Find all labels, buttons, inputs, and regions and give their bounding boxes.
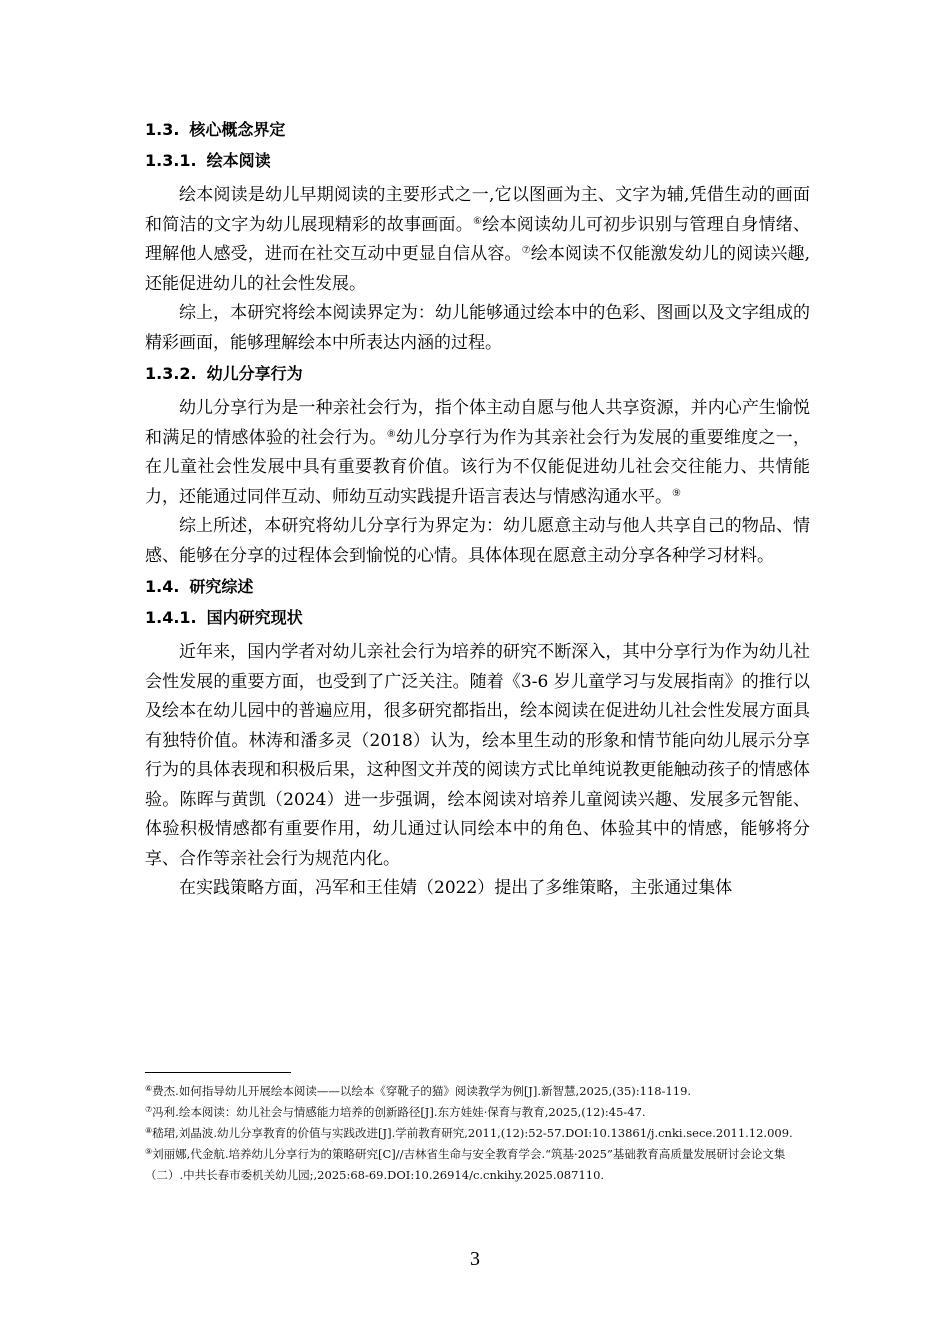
footnotes (145, 1081, 810, 1186)
footnote-text: 刘丽娜,代金航.培养幼儿分享行为的策略研究[C]//吉林省生命与安全教育学会.“筑基·2025”基础教育高质量发展研讨会论文集（二）.中共长春市委机关幼儿园;,2025:68-69.DOI:10.26914/c.cnkihy.2025.087110. (145, 1147, 786, 1182)
footnote-text: 冯利.绘本阅读：幼儿社会与情感能力培养的创新路径[J].东方娃娃·保育与教育,2025,(12):45-47. (152, 1105, 646, 1119)
footnote-text: 费杰.如何指导幼儿开展绘本阅读——以绘本《穿靴子的猫》阅读教学为例[J].新智慧,2025,(35):118-119. (152, 1084, 692, 1098)
paragraph-text: 绘本阅读是幼儿早期阅读的主要形式之一,它以图画为主、文字为辅,凭借生动的画面和简洁的文字为幼儿展现精彩的故事画面。 (145, 185, 810, 235)
section-number: 1.4. (145, 577, 180, 596)
body-text (145, 114, 810, 904)
heading-sharing-behavior (145, 358, 810, 389)
section-title: 核心概念界定 (189, 120, 286, 139)
paragraph-text: 绘本阅读幼儿可初步识别与管理自身情绪、理解他人感受，进而在社交互动中更显自信从容。 (145, 214, 811, 264)
page-number: 3 (470, 1248, 480, 1270)
footnote-marker[interactable]: ⑦ (521, 245, 531, 256)
footnote (145, 1081, 810, 1102)
footnote (145, 1102, 810, 1123)
heading-literature-review (145, 571, 810, 602)
paragraph-text: 幼儿分享行为作为其亲社会行为发展的重要维度之一，在儿童社会性发展中具有重要教育价值。该行为不仅能促进幼儿社会交往能力、共情能力，还能通过同伴互动、师幼互动实践提升语言表达与情感沟通水平。 (145, 427, 811, 507)
heading-core-concepts (145, 114, 810, 145)
footnote-separator (145, 1072, 291, 1073)
section-title: 绘本阅读 (206, 151, 271, 170)
paragraph-text: 绘本阅读不仅能激发幼儿的阅读兴趣,还能促进幼儿的社会性发展。 (145, 244, 811, 294)
paragraph: 在实践策略方面，冯军和王佳婧（2022）提出了多维策略，主张通过集体 (179, 878, 733, 898)
section-number: 1.3.1. (145, 151, 197, 170)
paragraph: 综上，本研究将绘本阅读界定为：幼儿能够通过绘本中的色彩、图画以及文字组成的精彩画面，能够理解绘本中所表达内涵的过程。 (145, 303, 810, 353)
footnote-marker[interactable]: ⑨ (672, 487, 681, 499)
paragraph (145, 394, 810, 512)
paragraph-text: 幼儿分享行为是一种亲社会行为，指个体主动自愿与他人共享资源，并内心产生愉悦和满足的情感体验的社会行为。 (145, 398, 810, 448)
footnote-text: 嵇珺,刘晶波.幼儿分享教育的价值与实践改进[J].学前教育研究,2011,(12):52-57.DOI:10.13861/j.cnki.sece.2011.12.009. (152, 1126, 793, 1140)
section-number: 1.3. (145, 120, 180, 139)
footnote-mark: ⑥ (145, 1084, 153, 1093)
footnote (145, 1144, 810, 1186)
section-title: 幼儿分享行为 (206, 364, 303, 383)
footnote-marker[interactable]: ⑥ (473, 215, 483, 227)
footnote-mark: ⑨ (145, 1147, 153, 1156)
paragraph (145, 181, 810, 299)
heading-domestic-research (145, 602, 810, 633)
footnote-mark: ⑦ (145, 1105, 153, 1114)
section-number: 1.4.1. (145, 608, 197, 627)
section-title: 研究综述 (189, 577, 254, 596)
footnote-mark: ⑧ (145, 1126, 153, 1135)
footnote (145, 1123, 810, 1144)
footnote-marker[interactable]: ⑧ (386, 428, 396, 440)
section-title: 国内研究现状 (206, 608, 303, 627)
paragraph: 综上所述，本研究将幼儿分享行为界定为：幼儿愿意主动与他人共享自己的物品、情感、能够在分享的过程体会到愉悦的心情。具体体现在愿意主动分享各种学习材料。 (145, 516, 810, 566)
section-number: 1.3.2. (145, 364, 197, 383)
heading-picture-book-reading (145, 145, 810, 176)
paragraph: 近年来，国内学者对幼儿亲社会行为培养的研究不断深入，其中分享行为作为幼儿社会性发展的重要方面，也受到了广泛关注。随着《3-6 岁儿童学习与发展指南》的推行以及绘本在幼儿园中的普遍应用，很多研究都指出，绘本阅读在促进幼儿社会性发展方面具有独特价值。林涛和潘多灵（2018）认为，绘本里生动的形象和情节能向幼儿展示分享行为的具体表现和积极后果，这种图文并茂的阅读方式比单纯说教更能触动孩子的情感体验。陈晖与黄凯（2024）进一步强调，绘本阅读对培养儿童阅读兴趣、发展多元智能、体验积极情感都有重要作用，幼儿通过认同绘本中的角色、体验其中的情感，能够将分享、合作等亲社会行为规范内化。 (145, 642, 810, 869)
